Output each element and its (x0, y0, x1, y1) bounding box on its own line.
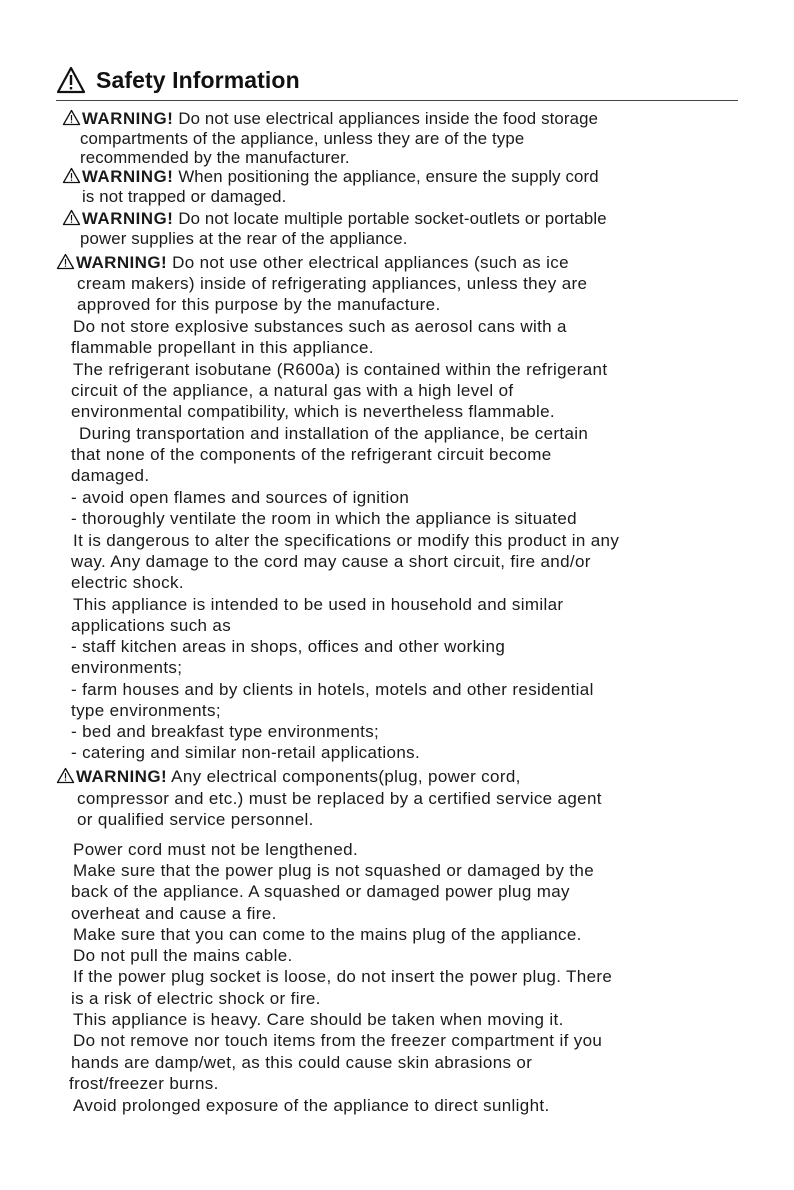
warning-line (56, 766, 521, 787)
text-line: or qualified service personnel. (77, 810, 314, 829)
text-line: Any electrical components(plug, power cord, (171, 767, 521, 786)
text-line: power supplies at the rear of the appliance. (80, 229, 408, 248)
text-line: Do not pull the mains cable. (73, 946, 293, 965)
text-line: approved for this purpose by the manufacture. (77, 295, 441, 314)
warning-label: WARNING! (82, 109, 174, 128)
text-line: is a risk of electric shock or fire. (71, 989, 321, 1008)
text-line: Avoid prolonged exposure of the appliance to direct sunlight. (73, 1096, 550, 1115)
warning-label: WARNING! (82, 167, 174, 186)
text-line: This appliance is intended to be used in household and similar (73, 595, 564, 614)
text-line: Do not locate multiple portable socket-outlets or portable (178, 209, 607, 228)
warning-line (62, 166, 599, 187)
text-line: is not trapped or damaged. (82, 187, 287, 206)
text-line: electric shock. (71, 573, 184, 592)
text-line: - staff kitchen areas in shops, offices and other working (71, 637, 506, 656)
warning-label: WARNING! (76, 253, 168, 272)
text-line: - bed and breakfast type environments; (71, 722, 380, 741)
text-line: hands are damp/wet, as this could cause skin abrasions or (71, 1053, 533, 1072)
text-line: Make sure that you can come to the mains plug of the appliance. (73, 925, 582, 944)
text-line: frost/freezer burns. (69, 1074, 219, 1093)
text-line: The refrigerant isobutane (R600a) is contained within the refrigerant (73, 360, 608, 379)
text-line: - farm houses and by clients in hotels, motels and other residential (71, 680, 594, 699)
text-line: circuit of the appliance, a natural gas with a high level of (71, 381, 514, 400)
text-line: Make sure that the power plug is not squashed or damaged by the (73, 861, 595, 880)
warning-line (62, 208, 607, 229)
text-line: environmental compatibility, which is nevertheless flammable. (71, 402, 556, 421)
text-line: Do not use electrical appliances inside the food storage (178, 109, 599, 128)
text-line: It is dangerous to alter the specifications or modify this product in any (73, 531, 620, 550)
text-line: Do not use other electrical appliances (such as ice (172, 253, 569, 272)
text-line: environments; (71, 658, 183, 677)
text-line: When positioning the appliance, ensure the supply cord (178, 167, 599, 186)
text-line: During transportation and installation of the appliance, be certain (79, 424, 589, 443)
warning-label: WARNING! (76, 767, 168, 786)
text-line: - catering and similar non-retail applications. (71, 743, 421, 762)
text-line: damaged. (71, 466, 150, 485)
text-line: cream makers) inside of refrigerating appliances, unless they are (77, 274, 588, 293)
text-line: Do not store explosive substances such as aerosol cans with a (73, 317, 567, 336)
warning-small-icon (56, 253, 75, 270)
text-line: - thoroughly ventilate the room in which the appliance is situated (71, 509, 577, 528)
page-title-text: Safety Information (96, 66, 300, 93)
text-line: Do not remove nor touch items from the freezer compartment if you (73, 1031, 603, 1050)
warning-label: WARNING! (82, 209, 174, 228)
warning-line (56, 252, 569, 273)
text-line: that none of the components of the refrigerant circuit become (71, 445, 552, 464)
warning-small-icon (56, 767, 75, 784)
text-line: - avoid open flames and sources of ignition (71, 488, 410, 507)
text-line: compartments of the appliance, unless they are of the type (80, 129, 525, 148)
text-line: recommended by the manufacturer. (80, 148, 350, 167)
text-line: Power cord must not be lengthened. (73, 840, 359, 859)
text-line: applications such as (71, 616, 232, 635)
text-line: compressor and etc.) must be replaced by a certified service agent (77, 789, 602, 808)
text-line: This appliance is heavy. Care should be taken when moving it. (73, 1010, 564, 1029)
text-line: If the power plug socket is loose, do not insert the power plug. There (73, 967, 613, 986)
warning-line (62, 108, 598, 129)
warning-small-icon (62, 167, 81, 184)
text-line: back of the appliance. A squashed or damaged power plug may (71, 882, 570, 901)
text-line: type environments; (71, 701, 221, 720)
text-line: overheat and cause a fire. (71, 904, 277, 923)
text-line: flammable propellant in this appliance. (71, 338, 374, 357)
warning-small-icon (62, 209, 81, 226)
text-line: way. Any damage to the cord may cause a short circuit, fire and/or (71, 552, 591, 571)
warning-small-icon (62, 109, 81, 126)
